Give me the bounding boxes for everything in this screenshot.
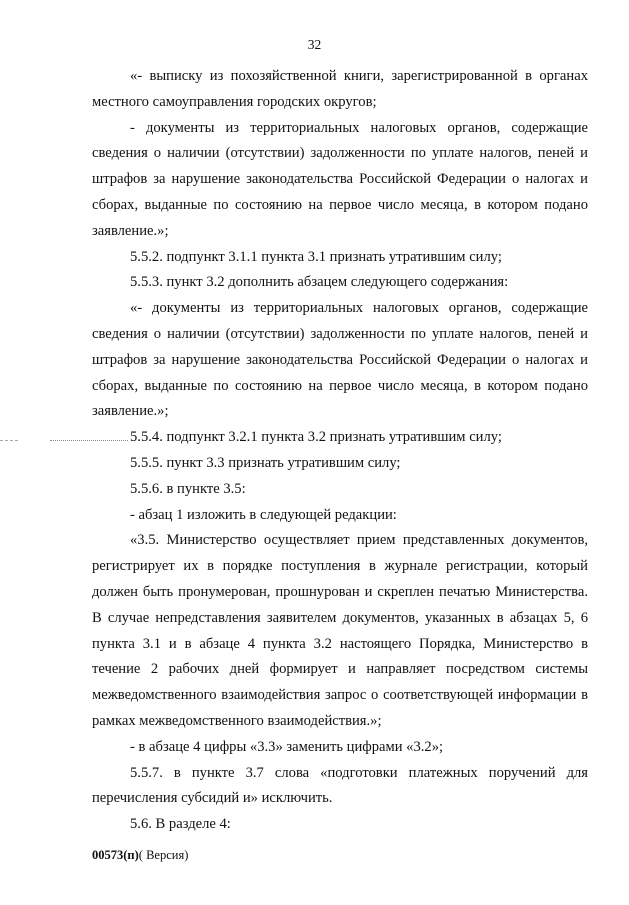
paragraph: 5.5.5. пункт 3.3 признать утратившим силу; <box>130 454 401 471</box>
document-footer <box>92 848 188 863</box>
paragraph: 5.5.6. в пункте 3.5: <box>130 480 246 497</box>
document-code: 00573(п) <box>92 848 139 862</box>
paragraph: «- выписку из похозяйственной книги, зарегистрированной в органах местного самоуправления городских округов; <box>92 68 588 110</box>
paragraph: - документы из территориальных налоговых органов, содержащие сведения о наличии (отсутствии) задолженности по уплате налогов, пеней и штрафов за нарушение законодательства Российской Федерации о налогах и сборах, выданные по состоянию на первое число месяца, в котором подано заявление.»; <box>92 119 588 239</box>
paragraph: 5.5.2. подпункт 3.1.1 пункта 3.1 признать утратившим силу; <box>130 248 502 265</box>
paragraph: «3.5. Министерство осуществляет прием представленных документов, регистрирует их в порядке поступления в журнале регистрации, который должен быть пронумерован, прошнурован и скреплен печатью Министерства. В случае непредставления заявителем документов, указанных в абзацах 5, 6 пункта 3.1 и в абзаце 4 пункта 3.2 настоящего Порядка, Министерство в течение 2 рабочих дней формирует и направляет посредством системы межведомственного взаимодействия запрос о соответствующей информации в рамках межведомственного взаимодействия.»; <box>92 532 588 729</box>
paragraph: 5.6. В разделе 4: <box>130 816 231 833</box>
document-body <box>92 64 588 838</box>
paragraph: 5.5.7. в пункте 3.7 слова «подготовки платежных поручений для перечисления субсидий и» исключить. <box>92 764 588 807</box>
paragraph: 5.5.3. пункт 3.2 дополнить абзацем следующего содержания: <box>130 274 509 291</box>
document-version: ( Версия) <box>138 848 189 862</box>
paragraph: 5.5.4. подпункт 3.2.1 пункта 3.2 признать утратившим силу; <box>130 429 502 446</box>
scan-artifact-line <box>0 440 18 441</box>
paragraph: - абзац 1 изложить в следующей редакции: <box>130 506 397 523</box>
paragraph: «- документы из территориальных налоговых органов, содержащие сведения о наличии (отсутствии) задолженности по уплате налогов, пеней и штрафов за нарушение законодательства Российской Федерации о налогах и сборах, выданные по состоянию на первое число месяца, в котором подано заявление.»; <box>92 300 588 420</box>
paragraph: - в абзаце 4 цифры «3.3» заменить цифрами «3.2»; <box>130 738 444 755</box>
page-number: 32 <box>307 37 322 52</box>
